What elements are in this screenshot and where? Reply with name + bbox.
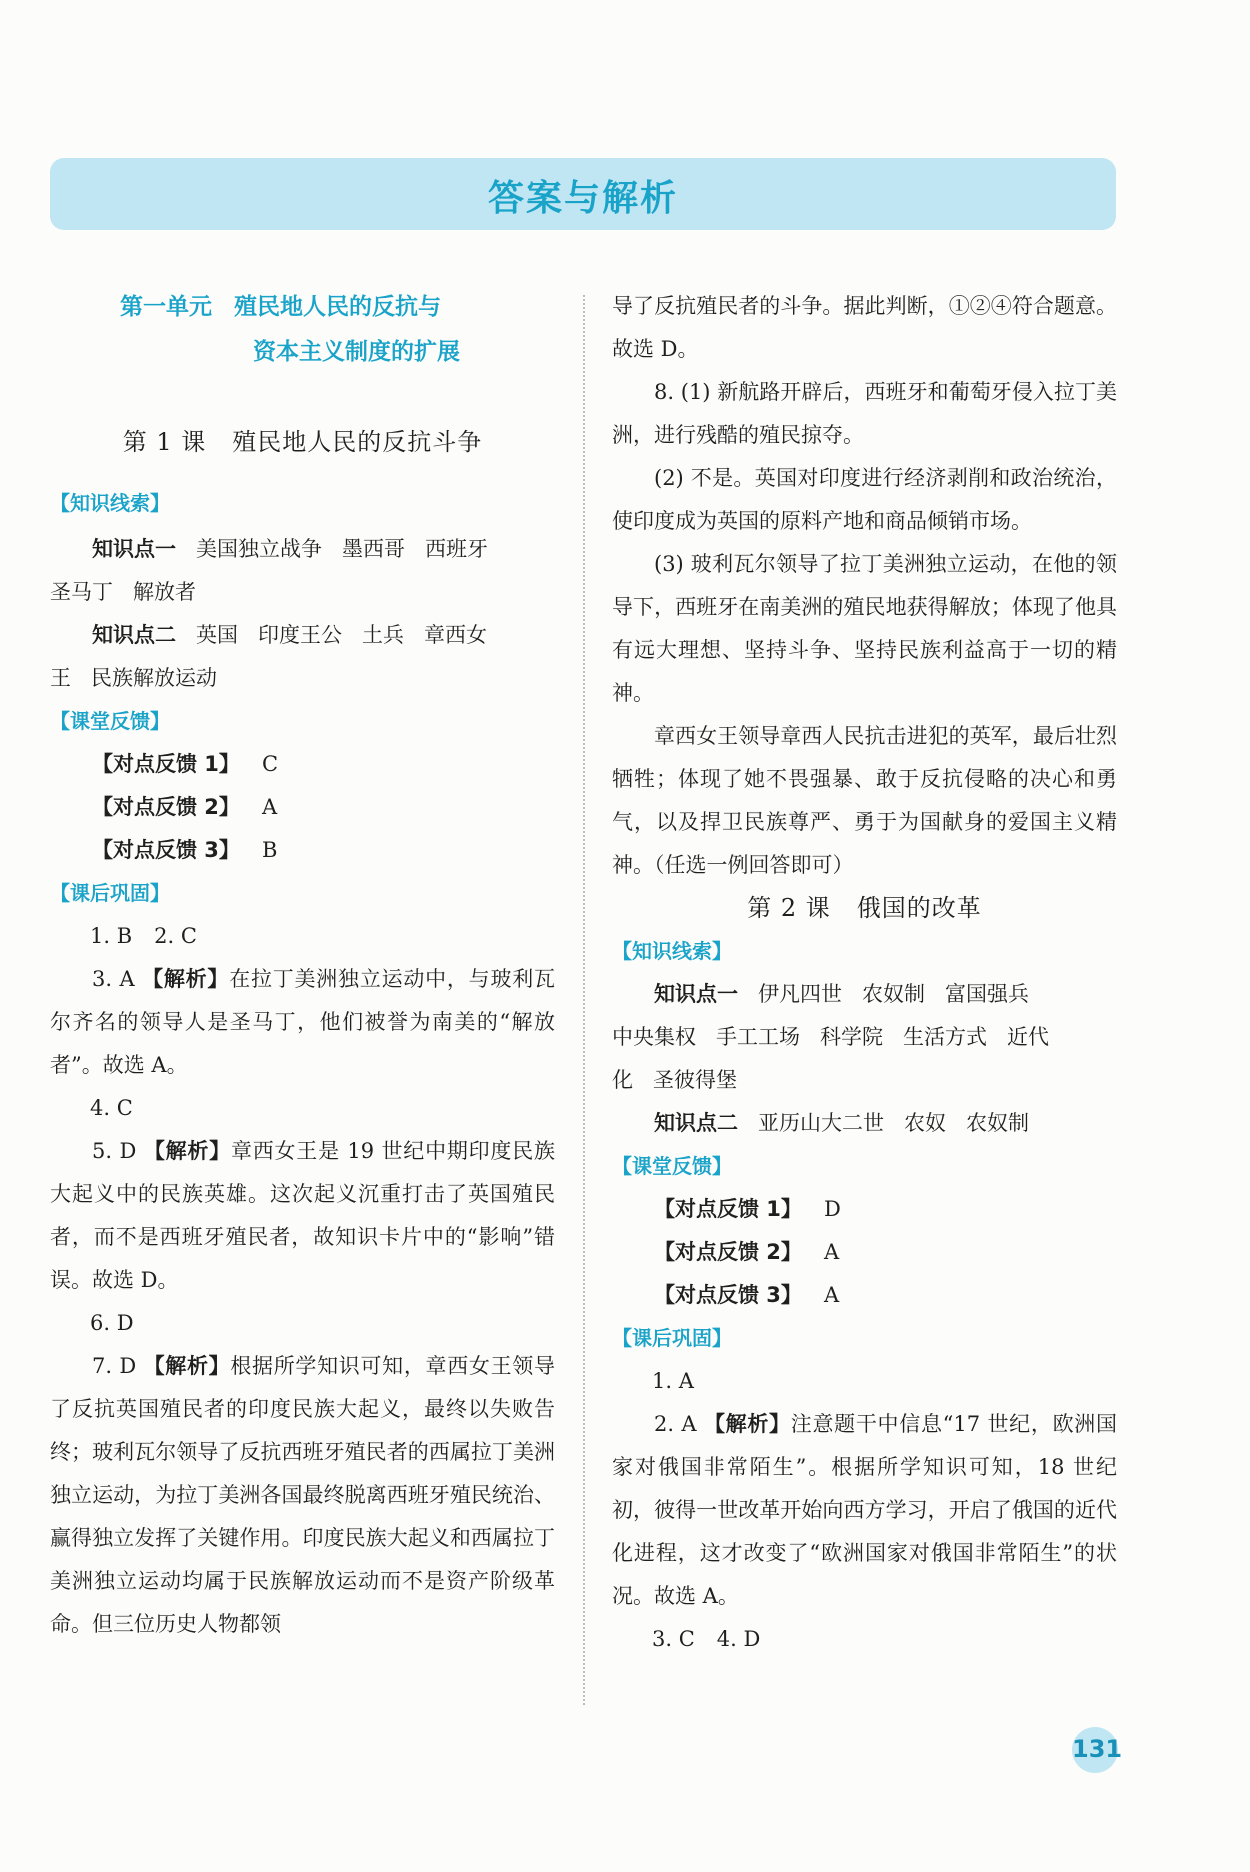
unit-name-part2: 资本主义制度的扩展 — [253, 339, 460, 365]
lesson-2-answer-1: 1. A — [652, 1369, 694, 1393]
lesson-2-kp1: 知识点一 伊凡四世 农奴制 富国强兵 — [654, 982, 1029, 1006]
lesson-2-kehou-tag: 【课后巩固】 — [612, 1326, 732, 1350]
lesson-1-number: 第 1 课 — [122, 428, 207, 456]
lesson-1-q3: 3. A 【解析】在拉丁美洲独立运动中，与玻利瓦尔齐名的领导人是圣马丁，他们被誉为南美的“解放者”。故选 A。 — [50, 967, 555, 1077]
column-divider — [583, 295, 585, 1705]
lesson-1-kp1: 知识点一 美国独立战争 墨西哥 西班牙 — [92, 537, 488, 561]
lesson-1-title — [50, 421, 555, 464]
page-number-badge — [1072, 1727, 1123, 1773]
lesson-2-kp2: 知识点二 亚历山大二世 农奴 农奴制 — [654, 1111, 1029, 1135]
lesson-2-number: 第 2 课 — [747, 894, 831, 922]
right-column — [612, 285, 1117, 1661]
lesson-1-zhishi-tag: 【知识线索】 — [50, 491, 170, 515]
lesson-1-q7-continued: 导了反抗殖民者的斗争。据此判断，①②④符合题意。故选 D。 — [612, 294, 1117, 361]
lesson-1-answers-1-2: 1. B 2. C — [90, 924, 197, 948]
left-column — [50, 285, 555, 1646]
lesson-1-q7: 7. D 【解析】根据所学知识可知，章西女王领导了反抗英国殖民者的印度民族大起义，最终以失败告终；玻利瓦尔领导了反抗西班牙殖民者的西属拉丁美洲独立运动，为拉丁美洲各国最终脱离西班牙殖民统治、赢得独立发挥了关键作用。印度民族大起义和西属拉丁美洲独立运动均属于民族解放运动而不是资产阶级革命。但三位历史人物都领 — [50, 1354, 555, 1636]
lesson-1-ketang-tag: 【课堂反馈】 — [50, 709, 170, 733]
lesson-1-kp2-wrap: 王 民族解放运动 — [50, 666, 217, 690]
lesson-2-title — [612, 887, 1117, 930]
lesson-1-q5: 5. D 【解析】章西女王是 19 世纪中期印度民族大起义中的民族英雄。这次起义沉重打击了英国殖民者，而不是西班牙殖民者，故知识卡片中的“影响”错误。故选 D。 — [50, 1139, 555, 1292]
lesson-1-feedback-1: 【对点反馈 1】 C — [92, 752, 279, 776]
lesson-1-feedback-2: 【对点反馈 2】 A — [92, 795, 278, 819]
lesson-1-q8-part2: (2) 不是。英国对印度进行经济剥削和政治统治，使印度成为英国的原料产地和商品倾销市场。 — [612, 466, 1117, 533]
lesson-2-zhishi-tag: 【知识线索】 — [612, 939, 732, 963]
lesson-1-q8-part4: 章西女王领导章西人民抗击进犯的英军，最后壮烈牺牲；体现了她不畏强暴、敢于反抗侵略的决心和勇气，以及捍卫民族尊严、勇于为国献身的爱国主义精神。（任选一例回答即可） — [612, 724, 1117, 877]
lesson-1-answer-4: 4. C — [90, 1096, 133, 1120]
lesson-1-answer-6: 6. D — [90, 1311, 134, 1335]
lesson-1-name: 殖民地人民的反抗斗争 — [232, 428, 483, 456]
page-number: 131 — [1072, 1735, 1123, 1763]
lesson-2-kp1-wrap1: 中央集权 手工工场 科学院 生活方式 近代 — [612, 1025, 1049, 1049]
lesson-2-ketang-tag: 【课堂反馈】 — [612, 1154, 732, 1178]
unit-number: 第一单元 — [120, 294, 212, 320]
lesson-1-feedback-3: 【对点反馈 3】 B — [92, 838, 278, 862]
lesson-1-q8-part1: 8. (1) 新航路开辟后，西班牙和葡萄牙侵入拉丁美洲，进行残酷的殖民掠夺。 — [612, 380, 1117, 447]
page-title: 答案与解析 — [487, 178, 678, 219]
lesson-2-answers-3-4: 3. C 4. D — [652, 1627, 761, 1651]
lesson-2-feedback-2: 【对点反馈 2】 A — [654, 1240, 840, 1264]
answer-header-band — [50, 158, 1116, 230]
unit-name-part1: 殖民地人民的反抗与 — [234, 294, 441, 320]
lesson-2-feedback-1: 【对点反馈 1】 D — [654, 1197, 841, 1221]
unit-title — [50, 285, 555, 375]
lesson-2-name: 俄国的改革 — [856, 894, 982, 922]
lesson-1-kp1-wrap: 圣马丁 解放者 — [50, 580, 196, 604]
lesson-2-kp1-wrap2: 化 圣彼得堡 — [612, 1068, 737, 1092]
lesson-2-q2: 2. A 【解析】注意题干中信息“17 世纪，欧洲国家对俄国非常陌生”。根据所学知识可知，18 世纪初，彼得一世改革开始向西方学习，开启了俄国的近代化进程，这才改变了“欧洲国家对俄国非常陌生”的状况。故选 A。 — [612, 1412, 1117, 1608]
lesson-2-feedback-3: 【对点反馈 3】 A — [654, 1283, 840, 1307]
lesson-1-q8-part3: (3) 玻利瓦尔领导了拉丁美洲独立运动，在他的领导下，西班牙在南美洲的殖民地获得解放；体现了他具有远大理想、坚持斗争、坚持民族利益高于一切的精神。 — [612, 552, 1117, 705]
lesson-1-kp2: 知识点二 英国 印度王公 土兵 章西女 — [92, 623, 487, 647]
lesson-1-kehou-tag: 【课后巩固】 — [50, 881, 170, 905]
